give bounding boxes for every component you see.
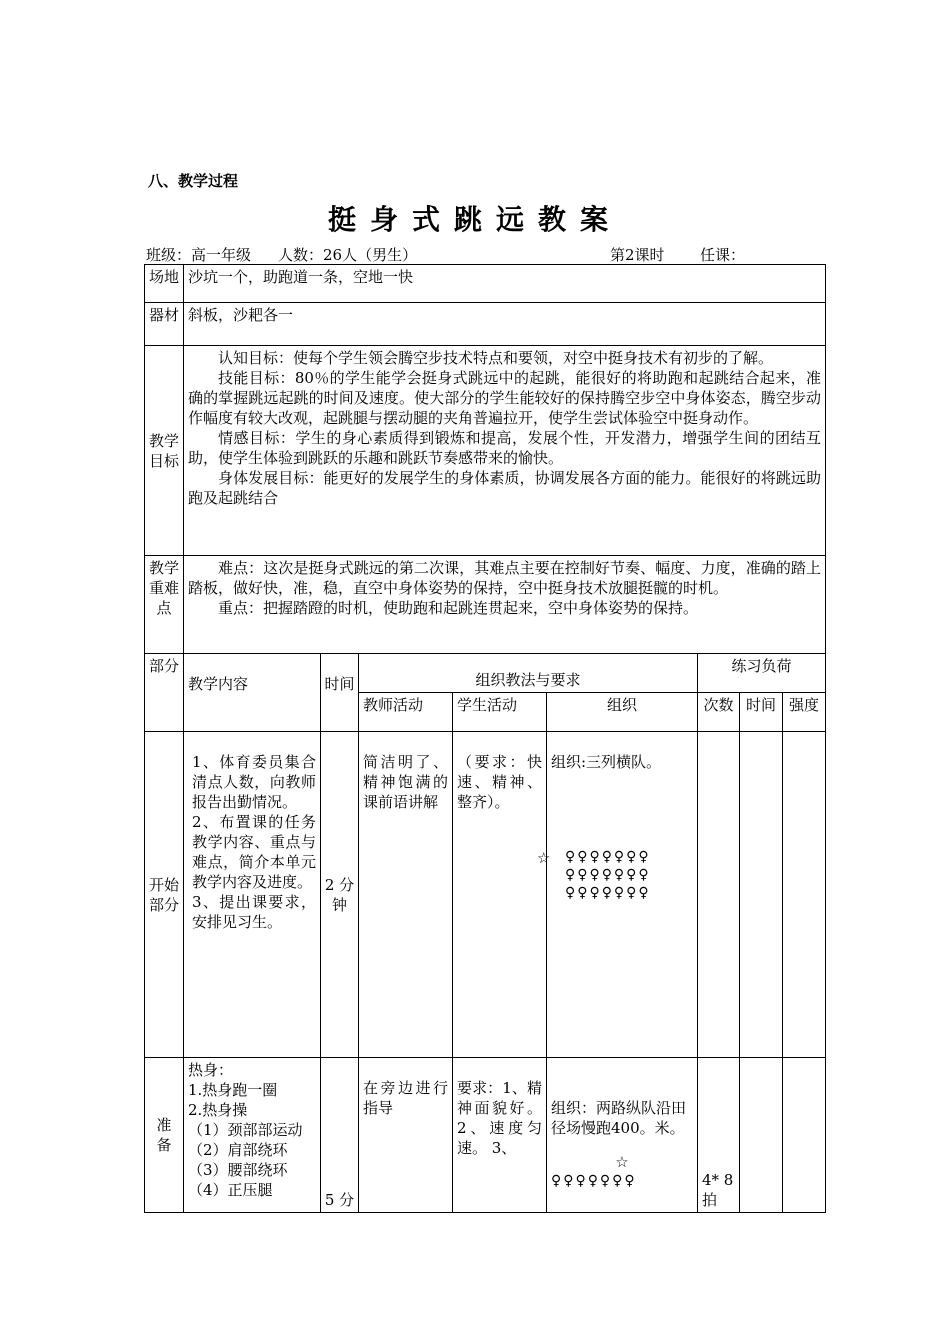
goal-emotion: 情感目标：学生的身心素质得到锻炼和提高，发展个性，开发潜力，增强学生间的团结互助，使学生体验到跳跃的乐趣和跳跃节奏感带来的愉快。 — [188, 429, 822, 467]
row-intensity — [783, 732, 826, 1058]
header-reps: 次数 — [698, 693, 740, 732]
content-item: 热身： — [188, 1061, 234, 1079]
key-points-row — [145, 556, 826, 654]
goals-label: 教学目标 — [145, 346, 184, 556]
header-teacher: 教师活动 — [359, 693, 453, 732]
content-item: 2、布置课的任务教学内容、重点与难点，简介本单元教学内容及进度。 — [192, 813, 316, 891]
equipment-text: 斜板，沙耙各一 — [184, 303, 826, 346]
teacher-star-icon: ☆ — [615, 1153, 629, 1171]
header-method: 组织教法与要求 — [359, 654, 698, 693]
formation-row: ♀♀♀♀♀♀♀ — [565, 867, 651, 883]
venue-row — [145, 265, 826, 303]
org-text: 组织：两路纵队沿田径场慢跑400。米。 — [551, 1099, 687, 1137]
row-load-time — [740, 732, 783, 1058]
row-org — [537, 732, 698, 1058]
content-item: 2.热身操 — [188, 1101, 248, 1119]
student-formation: ♀♀♀♀♀♀♀ — [551, 1173, 637, 1189]
teacher-star-icon: ☆ — [537, 849, 551, 867]
row-time: 5 分 — [321, 1058, 359, 1213]
header-load-time: 时间 — [740, 693, 783, 732]
difficulty: 难点：这次是挺身式跳远的第二次课，其难点主要在控制好节奏、幅度、力度，准确的踏上踏板，做好快，准，稳，直空中身体姿势的保持，空中挺身技术放腿挺髋的时机。 — [188, 559, 822, 597]
row-reps — [698, 732, 740, 1058]
row-load-time — [740, 1058, 783, 1213]
content-item: 1.热身跑一圈 — [188, 1081, 278, 1099]
row-intensity — [783, 1058, 826, 1213]
row-teacher: 简洁明了、精神饱满的课前语讲解 — [359, 732, 453, 1058]
row-org — [547, 1058, 698, 1213]
header-row — [145, 654, 826, 693]
header-time: 时间 — [321, 654, 359, 732]
header-org: 组织 — [547, 693, 698, 732]
row-student: （要求：快速、精神、整齐）。 — [453, 732, 547, 1058]
content-item: （3）腰部绕环 — [188, 1161, 288, 1179]
org-text: 组织:三列横队。 — [551, 753, 662, 771]
goals-text — [184, 346, 826, 556]
content-item: （1）颈部部运动 — [188, 1121, 303, 1139]
content-item: （4）正压腿 — [188, 1181, 273, 1199]
goals-row — [145, 346, 826, 556]
venue-label: 场地 — [145, 265, 184, 303]
header-load: 练习负荷 — [698, 654, 826, 693]
row-time: 2 分 钟 — [321, 732, 359, 1058]
formation-row: ♀♀♀♀♀♀♀ — [565, 849, 651, 865]
table-row — [145, 732, 826, 1058]
row-student: 要求：1、精神面貌好。 2、速度匀速。 3、 — [453, 1058, 547, 1213]
table-row — [145, 1058, 826, 1213]
row-content — [184, 1058, 321, 1213]
row-part: 开始部分 — [145, 732, 184, 1058]
lesson-plan-table — [144, 264, 826, 1213]
key-points-label: 教学重难点 — [145, 556, 184, 654]
equipment-row — [145, 303, 826, 346]
content-item: 1、体育委员集合清点人数，向教师报告出勤情况。 — [192, 753, 316, 811]
student-count: 人数：26人（男生） — [278, 246, 418, 264]
venue-text: 沙坑一个，助跑道一条，空地一快 — [184, 265, 826, 303]
header-intensity: 强度 — [783, 693, 826, 732]
section-heading: 八、教学过程 — [148, 172, 239, 190]
content-item: 3、提出课要求，安排见习生。 — [192, 893, 316, 931]
key-points-text — [184, 556, 826, 654]
row-content — [184, 732, 321, 1058]
row-reps: 4* 8 拍 — [698, 1058, 740, 1213]
goal-cognitive: 认知目标：使每个学生领会腾空步技术特点和要领，对空中挺身技术有初步的了解。 — [218, 349, 774, 367]
formation-row: ♀♀♀♀♀♀♀ — [565, 885, 651, 901]
row-teacher: 在旁边进行指导 — [359, 1058, 453, 1213]
goal-physical: 身体发展目标：能更好的发展学生的身体素质，协调发展各方面的能力。能很好的将跳远助跑及起跳结合 — [188, 469, 822, 507]
class-info: 班级：高一年级 — [146, 246, 252, 264]
page-title: 挺身式跳远教案 — [327, 203, 622, 236]
student-formation — [565, 848, 651, 902]
content-item: （2）肩部绕环 — [188, 1141, 288, 1159]
header-part: 部分 — [145, 654, 184, 732]
teacher-label: 任课： — [700, 246, 746, 264]
focus: 重点：把握踏蹬的时机，使助跑和起跳连贯起来，空中身体姿势的保持。 — [218, 599, 699, 617]
equipment-label: 器材 — [145, 303, 184, 346]
row-part: 准 备 — [145, 1058, 184, 1213]
lesson-number: 第2课时 — [610, 246, 665, 264]
header-student: 学生活动 — [453, 693, 547, 732]
header-content: 教学内容 — [184, 654, 321, 732]
goal-skill: 技能目标：80％的学生能学会挺身式跳远中的起跳，能很好的将助跑和起跳结合起来，准确的掌握跳远起跳的时间及速度。使大部分的学生能较好的保持腾空步空中身体姿态，腾空步动作幅度有较大改观，起跳腿与摆动腿的夹角普遍拉开，使学生尝试体验空中挺身动作。 — [188, 369, 822, 427]
